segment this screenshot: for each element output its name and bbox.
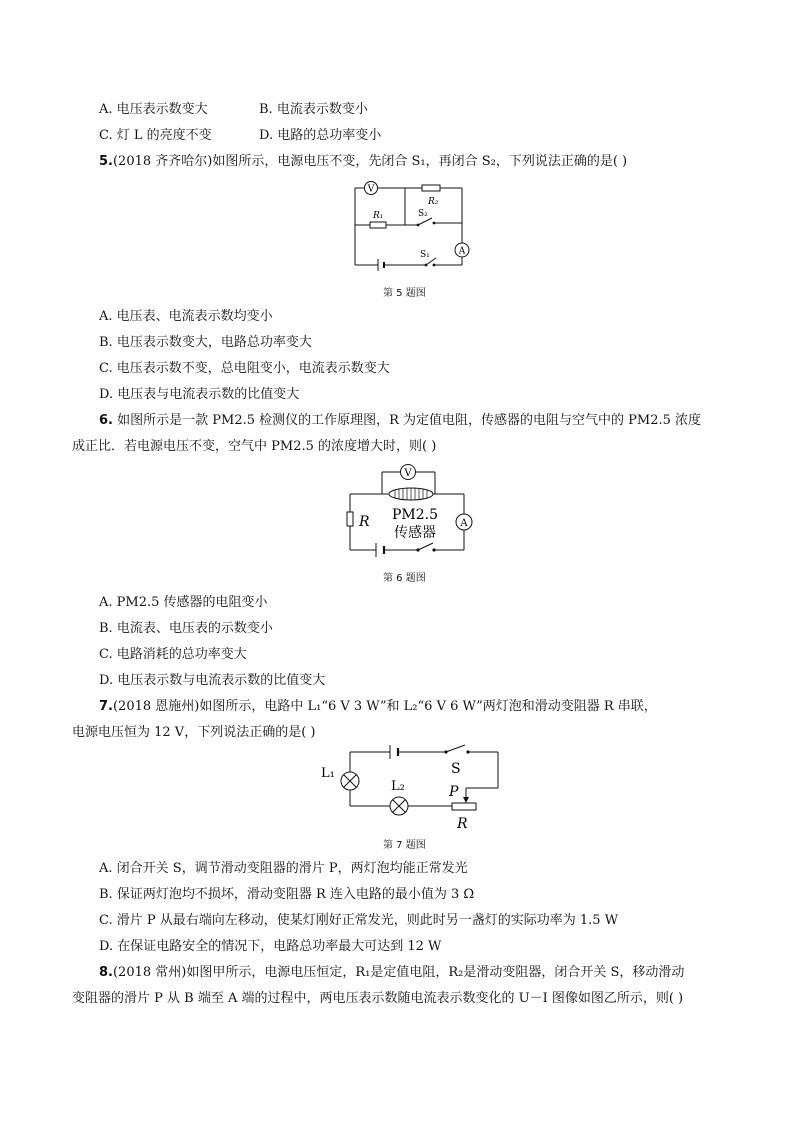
rheostat-icon — [452, 803, 476, 810]
q6-r-label: R — [359, 514, 370, 530]
q8-stem-line1 — [99, 964, 684, 982]
q7-caption: 第 7 题图 — [383, 840, 426, 851]
q7-text-line1: (2018 恩施州)如图所示，电路中 L₁“6 V 3 W”和 L₂“6 V 6 W”两灯泡和滑动变阻器 R 串联， — [112, 699, 657, 714]
s2-switch-icon — [417, 218, 436, 226]
q7-option-c: C. 滑片 P 从最右端向左移动，使某灯刚好正常发光，则此时另一盏灯的实际功率为 1.5 W — [99, 913, 619, 928]
q6-caption: 第 6 题图 — [383, 573, 426, 584]
q7-p-label: P — [449, 784, 459, 800]
q5-caption: 第 5 题图 — [383, 288, 426, 299]
q5-option-b: B. 电压表示数变大，电路总功率变大 — [99, 335, 312, 350]
q5-option-d: D. 电压表与电流表示数的比值变大 — [99, 387, 300, 402]
q6-option-d: D. 电压表示数与电流表示数的比值变大 — [99, 673, 326, 688]
q4-option-d: D. 电路的总功率变小 — [259, 128, 382, 143]
q5-s1-label: S₁ — [420, 250, 430, 260]
q7-number: 7. — [99, 699, 113, 714]
battery-icon — [390, 745, 398, 759]
q6-circuit-diagram — [342, 460, 477, 560]
q6-option-a: A. PM2.5 传感器的电阻变小 — [99, 595, 268, 610]
q5-circuit-diagram — [350, 178, 470, 270]
switch-icon — [444, 745, 469, 754]
l2-lamp-icon — [390, 797, 408, 815]
q7-circuit-diagram — [318, 744, 503, 834]
q5-voltmeter-label: V — [367, 184, 375, 195]
q5-ammeter-label: A — [458, 246, 466, 257]
q7-l2-label: L₂ — [391, 779, 405, 794]
q6-voltmeter-label: V — [404, 468, 412, 479]
q7-stem-line1 — [99, 698, 657, 716]
q6-sensor-label-line2: 传感器 — [394, 525, 436, 541]
l1-lamp-icon — [341, 772, 359, 790]
pm25-sensor-icon — [389, 488, 433, 500]
slider-arrow-icon — [463, 788, 469, 803]
q7-r-label: R — [457, 816, 468, 832]
q5-s2-label: S₂ — [418, 209, 428, 219]
q4-option-a: A. 电压表示数变大 — [99, 102, 208, 117]
battery-icon — [376, 543, 384, 557]
q8-stem-line2: 变阻器的滑片 P 从 B 端至 A 端的过程中，两电压表示数随电流表示数变化的 U－I 图像如图乙所示，则( ) — [72, 991, 684, 1006]
q6-sensor-label-line1: PM2.5 — [391, 507, 439, 523]
q5-text: (2018 齐齐哈尔)如图所示，电源电压不变，先闭合 S₁，再闭合 S₂，下列说法正确的是( ) — [112, 154, 628, 169]
r1-resistor-icon — [370, 222, 386, 228]
q5-option-c: C. 电压表示数不变，总电阻变小，电流表示数变大 — [99, 361, 390, 376]
r2-resistor-icon — [422, 185, 440, 191]
battery-icon — [378, 259, 384, 271]
switch-icon — [416, 543, 435, 552]
q5-stem — [99, 153, 627, 171]
q8-number: 8. — [99, 965, 113, 980]
q7-l1-label: L₁ — [321, 766, 335, 781]
q6-option-c: C. 电路消耗的总功率变大 — [99, 647, 247, 662]
q7-option-d: D. 在保证电路安全的情况下，电路总功率最大可达到 12 W — [99, 939, 442, 954]
q5-option-a: A. 电压表、电流表示数均变小 — [99, 309, 273, 324]
q6-number: 6. — [99, 413, 113, 428]
q6-ammeter-label: A — [460, 518, 468, 529]
q5-number: 5. — [99, 154, 113, 169]
q6-text-line1: 如图所示是一款 PM2.5 检测仪的工作原理图，R 为定值电阻，传感器的电阻与空气中的 PM2.5 浓度 — [117, 413, 702, 428]
q5-r2-label: R₂ — [428, 197, 439, 207]
q6-stem-line1 — [99, 412, 701, 430]
q6-stem-line2: 成正比．若电源电压不变，空气中 PM2.5 的浓度增大时，则( ) — [72, 439, 437, 454]
q4-option-c: C. 灯 L 的亮度不变 — [99, 128, 212, 143]
q8-text-line1: (2018 常州)如图甲所示，电源电压恒定，R₁是定值电阻，R₂是滑动变阻器，闭合开关 S，移动滑动 — [112, 965, 685, 980]
q4-option-b: B. 电流表示数变小 — [259, 102, 368, 117]
q7-stem-line2: 电源电压恒为 12 V，下列说法正确的是( ) — [72, 725, 316, 740]
q6-option-b: B. 电流表、电压表的示数变小 — [99, 621, 273, 636]
r-resistor-icon — [347, 512, 353, 526]
q7-option-b: B. 保证两灯泡均不损坏，滑动变阻器 R 连入电路的最小值为 3 Ω — [99, 887, 475, 902]
q5-r1-label: R₁ — [373, 211, 384, 221]
q7-s-label: S — [451, 761, 461, 777]
q7-option-a: A. 闭合开关 S，调节滑动变阻器的滑片 P，两灯泡均能正常发光 — [99, 861, 468, 876]
